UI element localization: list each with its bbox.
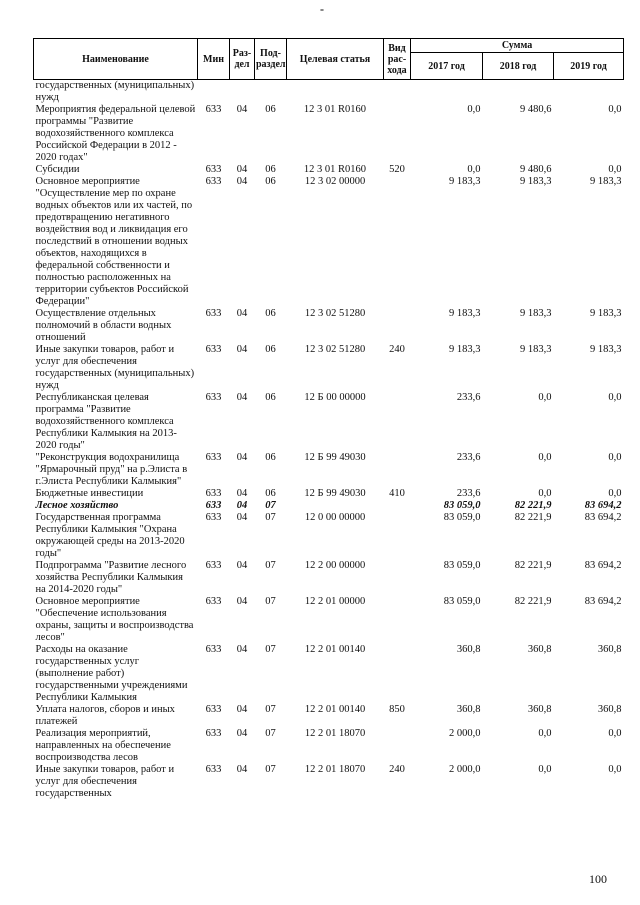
table-row: [34, 488, 624, 500]
row-vid: [384, 596, 411, 644]
row-amount-2019: [554, 80, 624, 105]
row-vid: 240: [389, 764, 405, 775]
page-number: 100: [589, 872, 607, 886]
row-amount-2018: 82 221,9: [514, 560, 552, 571]
row-podrazdel: 06: [265, 392, 276, 403]
table-row: [34, 644, 624, 704]
row-amount-2017: 9 183,3: [449, 344, 481, 355]
header-target: Целевая статья: [287, 39, 384, 80]
row-min: 633: [205, 164, 222, 175]
row-amount-2017: 2 000,0: [449, 764, 481, 775]
row-min: 633: [205, 176, 222, 187]
row-vid: 410: [389, 488, 405, 499]
header-podrazdel: Под-раздел: [255, 39, 287, 80]
row-name: государственных (муниципальных) нужд: [35, 80, 195, 103]
row-name: Уплата налогов, сборов и иных платежей: [35, 704, 175, 727]
row-podrazdel: 06: [265, 488, 276, 499]
table-row: [34, 344, 624, 392]
row-vid: [384, 176, 411, 308]
row-podrazdel: 07: [265, 764, 276, 775]
table-row: [34, 704, 624, 728]
row-amount-2019: 0,0: [608, 728, 622, 739]
row-vid: 240: [389, 344, 405, 355]
row-min: 633: [205, 344, 222, 355]
row-amount-2019: 83 694,2: [584, 596, 622, 607]
row-amount-2019: 360,8: [597, 704, 622, 715]
row-amount-2019: 0,0: [608, 164, 622, 175]
row-vid: [384, 512, 411, 560]
row-podrazdel: 07: [265, 500, 276, 511]
table-row: [34, 512, 624, 560]
row-amount-2019: 9 183,3: [590, 344, 622, 355]
header-2018: 2018 год: [483, 53, 554, 80]
row-amount-2017: 233,6: [456, 452, 481, 463]
row-min: 633: [205, 764, 222, 775]
row-podrazdel: 07: [265, 596, 276, 607]
row-podrazdel: 06: [265, 164, 276, 175]
table-body: [34, 80, 624, 801]
table-row: [34, 104, 624, 164]
row-podrazdel: 06: [265, 176, 276, 187]
header-sum: Сумма: [411, 39, 624, 53]
row-amount-2018: 9 183,3: [520, 308, 552, 319]
header-razdel: Раз-дел: [230, 39, 255, 80]
row-razdel: 04: [236, 704, 248, 715]
row-min: [198, 80, 230, 105]
row-razdel: 04: [236, 488, 248, 499]
row-min: 633: [205, 104, 222, 115]
row-name: Субсидии: [35, 164, 80, 175]
table-row: [34, 176, 624, 308]
table-row: [34, 392, 624, 452]
row-target: 12 3 02 51280: [304, 344, 366, 355]
row-amount-2018: 82 221,9: [514, 500, 552, 511]
row-amount-2018: 360,8: [527, 644, 552, 655]
row-amount-2017: 83 059,0: [443, 596, 481, 607]
header-min: Мин: [198, 39, 230, 80]
row-name: Республиканская целевая программа "Развитие водохозяйственного комплекса Республики Калмыкия на 2013-2020 годы": [35, 392, 177, 451]
row-amount-2018: 82 221,9: [514, 596, 552, 607]
row-amount-2018: 9 183,3: [520, 344, 552, 355]
row-target: 12 2 01 00140: [304, 644, 366, 655]
row-target: 12 2 01 18070: [304, 728, 366, 739]
row-min: 633: [205, 728, 222, 739]
row-amount-2017: 360,8: [456, 704, 481, 715]
row-amount-2019: 9 183,3: [590, 308, 622, 319]
row-razdel: 04: [236, 500, 248, 511]
row-min: 633: [205, 512, 222, 523]
row-vid: [384, 80, 411, 105]
row-razdel: 04: [236, 392, 248, 403]
row-vid: 520: [389, 164, 405, 175]
row-name: Основное мероприятие "Обеспечение использования охраны, защиты и воспроизводства лесов": [35, 596, 194, 643]
row-razdel: 04: [236, 596, 248, 607]
table-row: [34, 452, 624, 488]
row-target: 12 0 00 00000: [304, 512, 366, 523]
row-amount-2019: 83 694,2: [584, 512, 622, 523]
row-amount-2017: 233,6: [456, 392, 481, 403]
row-target: 12 3 01 R0160: [303, 164, 367, 175]
row-amount-2017: 2 000,0: [449, 728, 481, 739]
row-name: Государственная программа Республики Калмыкия "Охрана окружающей среды на 2013-2020 годы": [35, 512, 185, 559]
row-target: 12 Б 99 49030: [304, 488, 366, 499]
table-row: [34, 764, 624, 800]
row-amount-2019: 360,8: [597, 644, 622, 655]
row-name: "Реконструкция водохранилища "Ярмарочный пруд" на р.Элиста в г.Элиста Республики Калмыкия": [35, 452, 188, 487]
row-amount-2019: 0,0: [608, 392, 622, 403]
row-amount-2017: 83 059,0: [443, 560, 481, 571]
row-amount-2018: 0,0: [538, 452, 552, 463]
header-name: Наименование: [34, 39, 198, 80]
table-row: [34, 500, 624, 512]
row-vid: [384, 104, 411, 164]
row-vid: [384, 308, 411, 344]
row-min: 633: [205, 488, 222, 499]
header-2019: 2019 год: [554, 53, 624, 80]
row-podrazdel: 07: [265, 560, 276, 571]
row-amount-2019: 83 694,2: [584, 560, 622, 571]
row-podrazdel: 07: [265, 728, 276, 739]
row-podrazdel: 06: [265, 104, 276, 115]
header-2017: 2017 год: [411, 53, 483, 80]
header-vid: Вид рас-хода: [384, 39, 411, 80]
row-razdel: [230, 80, 255, 105]
row-target: 12 3 02 00000: [304, 176, 366, 187]
row-name: Иные закупки товаров, работ и услуг для обеспечения государственных: [35, 764, 175, 799]
table-row: [34, 728, 624, 764]
row-amount-2018: 0,0: [538, 764, 552, 775]
row-target: 12 3 01 R0160: [303, 104, 367, 115]
row-amount-2017: 360,8: [456, 644, 481, 655]
row-podrazdel: 07: [265, 704, 276, 715]
row-podrazdel: 06: [265, 344, 276, 355]
row-min: 633: [205, 308, 222, 319]
row-amount-2019: 0,0: [608, 104, 622, 115]
row-vid: [384, 392, 411, 452]
row-podrazdel: 07: [265, 512, 276, 523]
row-amount-2018: 82 221,9: [514, 512, 552, 523]
row-razdel: 04: [236, 452, 248, 463]
budget-table: [33, 38, 624, 800]
row-razdel: 04: [236, 728, 248, 739]
row-amount-2017: 9 183,3: [449, 176, 481, 187]
page-mark: -: [320, 2, 324, 16]
row-name: Иные закупки товаров, работ и услуг для обеспечения государственных (муниципальных) нужд: [35, 344, 195, 391]
row-amount-2018: 0,0: [538, 488, 552, 499]
row-name: Осуществление отдельных полномочий в области водных отношений: [35, 308, 172, 343]
row-razdel: 04: [236, 764, 248, 775]
row-vid: [384, 728, 411, 764]
row-min: 633: [205, 560, 222, 571]
row-razdel: 04: [236, 560, 248, 571]
row-amount-2017: 0,0: [467, 104, 481, 115]
row-amount-2017: 83 059,0: [443, 500, 481, 511]
row-razdel: 04: [236, 176, 248, 187]
row-amount-2018: 9 480,6: [520, 164, 552, 175]
row-razdel: 04: [236, 512, 248, 523]
row-razdel: 04: [236, 344, 248, 355]
table-row: [34, 560, 624, 596]
row-vid: [384, 560, 411, 596]
row-min: 633: [205, 452, 222, 463]
table-row: [34, 308, 624, 344]
row-min: 633: [205, 500, 222, 511]
row-target: 12 Б 00 00000: [304, 392, 366, 403]
row-amount-2018: 9 480,6: [520, 104, 552, 115]
table-header: [34, 39, 624, 80]
row-amount-2019: 0,0: [608, 764, 622, 775]
row-razdel: 04: [236, 164, 248, 175]
row-vid: [384, 500, 411, 512]
row-amount-2018: 9 183,3: [520, 176, 552, 187]
row-min: 633: [205, 392, 222, 403]
row-target: [287, 80, 384, 105]
row-podrazdel: [255, 80, 287, 105]
row-target: 12 2 00 00000: [304, 560, 366, 571]
row-target: 12 2 01 00000: [304, 596, 366, 607]
row-amount-2019: 83 694,2: [584, 500, 622, 511]
row-razdel: 04: [236, 644, 248, 655]
row-amount-2018: [483, 80, 554, 105]
row-name: Подпрограмма "Развитие лесного хозяйства Республики Калмыкия на 2014-2020 годы": [35, 560, 187, 595]
row-vid: [384, 452, 411, 488]
table-row: [34, 164, 624, 176]
row-amount-2017: 83 059,0: [443, 512, 481, 523]
row-target: [287, 500, 384, 512]
row-min: 633: [205, 644, 222, 655]
row-amount-2019: 9 183,3: [590, 176, 622, 187]
row-razdel: 04: [236, 104, 248, 115]
row-min: 633: [205, 704, 222, 715]
row-min: 633: [205, 596, 222, 607]
row-podrazdel: 07: [265, 644, 276, 655]
row-amount-2018: 360,8: [527, 704, 552, 715]
row-target: 12 3 02 51280: [304, 308, 366, 319]
row-target: 12 2 01 18070: [304, 764, 366, 775]
row-name: Основное мероприятие "Осуществление мер по охране водных объектов или их частей, по предотвращению негативного воздействия вод и ликвидация его последствий в отношении водных объектов, находящихся в федеральной собственности и полностью расположенных на территории субъектов Российской Федерации": [35, 176, 193, 307]
row-target: 12 Б 99 49030: [304, 452, 366, 463]
row-name: Мероприятия федеральной целевой программы "Развитие водохозяйственного комплекса Российской Федерации в 2012 - 2020 годах": [35, 104, 196, 163]
row-amount-2017: [411, 80, 483, 105]
row-razdel: 04: [236, 308, 248, 319]
row-name: Расходы на оказание государственных услуг (выполнение работ) государственными учреждениями Республики Калмыкия: [35, 644, 188, 703]
row-podrazdel: 06: [265, 308, 276, 319]
row-target: 12 2 01 00140: [304, 704, 366, 715]
row-amount-2019: 0,0: [608, 452, 622, 463]
row-name: Лесное хозяйство: [35, 500, 119, 511]
row-vid: 850: [389, 704, 405, 715]
row-amount-2018: 0,0: [538, 728, 552, 739]
row-amount-2019: 0,0: [608, 488, 622, 499]
row-name: Реализация мероприятий, направленных на обеспечение воспроизводства лесов: [35, 728, 171, 763]
row-name: Бюджетные инвестиции: [35, 488, 144, 499]
table-row: [34, 596, 624, 644]
row-amount-2017: 9 183,3: [449, 308, 481, 319]
row-vid: [384, 644, 411, 704]
row-amount-2017: 0,0: [467, 164, 481, 175]
table-row: [34, 80, 624, 105]
row-podrazdel: 06: [265, 452, 276, 463]
row-amount-2017: 233,6: [456, 488, 481, 499]
row-amount-2018: 0,0: [538, 392, 552, 403]
